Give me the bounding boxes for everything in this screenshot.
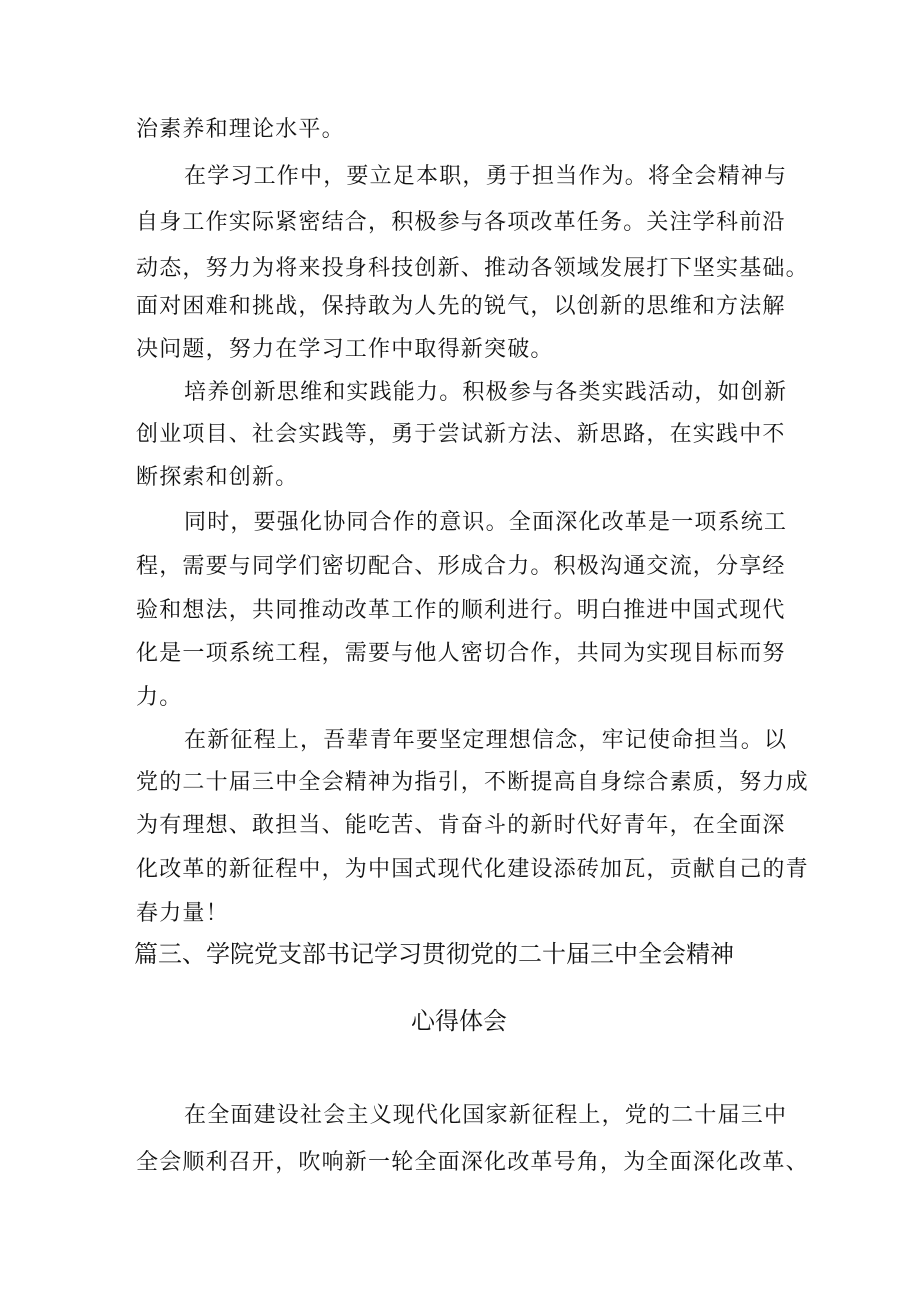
text-line: 面对困难和挑战，保持敢为人先的锐气，以创新的思维和方法解	[136, 294, 786, 319]
text-line: 治素养和理论水平。	[136, 117, 345, 142]
text-line: 同时，要强化协同合作的意识。全面深化改革是一项系统工	[184, 510, 788, 535]
text-line: 力。	[136, 685, 183, 710]
text-line: 春力量！	[136, 901, 229, 926]
text-line: 为有理想、敢担当、能吃苦、肯奋斗的新时代好青年，在全面深	[136, 813, 786, 838]
text-line: 在全面建设社会主义现代化国家新征程上，党的二十届三中	[184, 1103, 788, 1128]
text-line: 化是一项系统工程，需要与他人密切合作，共同为实现目标而努	[136, 641, 786, 666]
text-line: 动态，努力为将来投身科技创新、推动各领域发展打下坚实基础。	[136, 256, 809, 281]
text-line: 党的二十届三中全会精神为指引，不断提高自身综合素质，努力成	[136, 770, 809, 795]
text-line: 全会顺利召开，吹响新一轮全面深化改革号角，为全面深化改革、	[136, 1150, 809, 1175]
text-line: 断探索和创新。	[136, 465, 299, 490]
text-line: 决问题，努力在学习工作中取得新突破。	[136, 337, 554, 362]
text-line: 在新征程上，吾辈青年要坚定理想信念，牢记使命担当。以	[184, 728, 788, 753]
text-line: 程，需要与同学们密切配合、形成合力。积极沟通交流，分享经	[136, 554, 786, 579]
text-line: 验和想法，共同推动改革工作的顺利进行。明白推进中国式现代	[136, 598, 786, 623]
text-line: 化改革的新征程中，为中国式现代化建设添砖加瓦，贡献自己的青	[136, 857, 809, 882]
section-heading-line1: 篇三、学院党支部书记学习贯彻党的二十届三中全会精神	[134, 940, 734, 968]
text-line: 在学习工作中，要立足本职，勇于担当作为。将全会精神与	[184, 164, 788, 189]
text-line: 创业项目、社会实践等，勇于尝试新方法、新思路，在实践中不	[136, 422, 786, 447]
text-line: 培养创新思维和实践能力。积极参与各类实践活动，如创新	[184, 380, 788, 405]
text-line: 自身工作实际紧密结合，积极参与各项改革任务。关注学科前沿	[136, 210, 786, 235]
section-heading-line2: 心得体会	[411, 1007, 507, 1035]
